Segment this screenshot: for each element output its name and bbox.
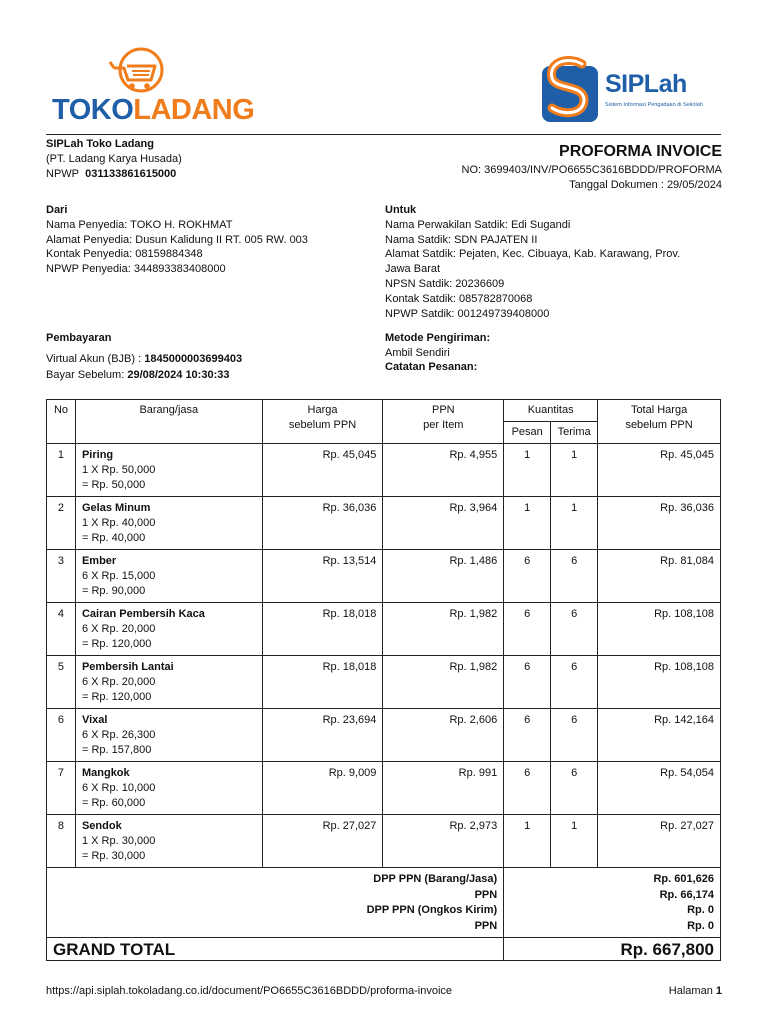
row-price: Rp. 36,036: [262, 497, 383, 550]
from-line: NPWP Penyedia: 344893383408000: [46, 263, 226, 275]
shipping-method: Ambil Sendiri: [385, 347, 450, 359]
invoice-number: NO: 3699403/INV/PO6655C3616BDDD/PROFORMA: [461, 164, 722, 176]
ppn-value: Rp. 66,174: [659, 888, 714, 901]
payment-heading: Pembayaran: [46, 332, 112, 344]
siplah-emblem-icon: [538, 54, 602, 124]
header-no: No: [47, 400, 76, 444]
row-qty-received: 6: [551, 550, 598, 603]
row-total: Rp. 108,108: [598, 656, 721, 709]
row-price: Rp. 13,514: [262, 550, 383, 603]
row-qty-order: 6: [504, 603, 551, 656]
row-price: Rp. 45,045: [262, 444, 383, 497]
row-number: 7: [47, 762, 76, 815]
row-price: Rp. 27,027: [262, 815, 383, 868]
row-item: [75, 550, 262, 603]
row-qty-received: 6: [551, 656, 598, 709]
item-calculation: 1 X Rp. 50,000: [81, 464, 156, 476]
siplah-wordmark: SIPLah: [605, 70, 687, 98]
row-item: [75, 603, 262, 656]
item-name: Pembersih Lantai: [81, 661, 174, 673]
row-number: 4: [47, 603, 76, 656]
row-qty-received: 6: [551, 709, 598, 762]
shipping-heading: Metode Pengiriman:: [385, 332, 491, 344]
item-subtotal: = Rp. 120,000: [81, 638, 152, 650]
header-price: [262, 400, 383, 444]
row-qty-order: 6: [504, 656, 551, 709]
to-line: Kontak Satdik: 085782870068: [385, 293, 533, 305]
header-quantity: Kuantitas: [504, 400, 598, 422]
item-subtotal: = Rp. 120,000: [81, 691, 152, 703]
item-calculation: 1 X Rp. 40,000: [81, 517, 156, 529]
dpp-shipping-label: DPP PPN (Ongkos Kirim): [366, 904, 498, 916]
row-price: Rp. 18,018: [262, 656, 383, 709]
payment-va-value: 1845000003699403: [144, 353, 243, 365]
row-qty-order: 6: [504, 550, 551, 603]
row-ppn: Rp. 2,606: [383, 709, 504, 762]
payment-due-label: Bayar Sebelum:: [46, 369, 128, 381]
header-total: [598, 400, 721, 444]
item-calculation: 6 X Rp. 20,000: [81, 676, 156, 688]
table-row: [47, 815, 721, 868]
item-name: Ember: [81, 555, 117, 567]
grand-total-label: GRAND TOTAL: [47, 938, 504, 961]
table-row: [47, 550, 721, 603]
payment-due-value: 29/08/2024 10:30:33: [127, 369, 230, 381]
payment-va-label: Virtual Akun (BJB) :: [46, 353, 145, 365]
totals-row: [47, 868, 721, 938]
row-total: Rp. 27,027: [598, 815, 721, 868]
header-total-line2: sebelum PPN: [625, 419, 693, 431]
ppn-shipping-label: PPN: [474, 919, 498, 932]
ppn-label: PPN: [474, 888, 498, 901]
order-notes-heading: Catatan Pesanan:: [385, 361, 478, 373]
header-ppn-line1: PPN: [431, 404, 455, 416]
row-number: 5: [47, 656, 76, 709]
row-ppn: Rp. 4,955: [383, 444, 504, 497]
row-qty-order: 6: [504, 709, 551, 762]
table-row: [47, 497, 721, 550]
tokoladang-logo: [52, 46, 255, 130]
header-qty-received: Terima: [551, 422, 598, 444]
header-ppn: [383, 400, 504, 444]
row-ppn: Rp. 3,964: [383, 497, 504, 550]
row-number: 6: [47, 709, 76, 762]
from-heading: Dari: [46, 204, 68, 216]
row-qty-received: 1: [551, 815, 598, 868]
table-row: [47, 656, 721, 709]
from-line: Nama Penyedia: TOKO H. ROKHMAT: [46, 219, 233, 231]
siplah-logo: [538, 54, 728, 130]
wordmark-ladang: LADANG: [133, 94, 255, 126]
row-number: 8: [47, 815, 76, 868]
page-number: [669, 985, 722, 997]
siplah-tagline: Sistem Informasi Pengadaan di Sekolah: [605, 102, 703, 108]
row-qty-received: 1: [551, 444, 598, 497]
row-qty-received: 6: [551, 603, 598, 656]
row-ppn: Rp. 1,982: [383, 656, 504, 709]
dpp-label: DPP PPN (Barang/Jasa): [373, 873, 498, 885]
totals-labels-cell: [47, 868, 504, 938]
to-line: Alamat Satdik: Pejaten, Kec. Cibuaya, Kab. Karawang, Prov.: [385, 248, 681, 260]
row-qty-order: 1: [504, 444, 551, 497]
to-line: NPWP Satdik: 001249739408000: [385, 308, 550, 320]
row-number: 2: [47, 497, 76, 550]
item-subtotal: = Rp. 90,000: [81, 585, 146, 597]
header-price-line2: sebelum PPN: [288, 419, 357, 431]
row-price: Rp. 18,018: [262, 603, 383, 656]
to-line: Nama Perwakilan Satdik: Edi Sugandi: [385, 219, 571, 231]
item-name: Vixal: [81, 714, 108, 726]
row-total: Rp. 108,108: [598, 603, 721, 656]
from-line: Alamat Penyedia: Dusun Kalidung II RT. 005 RW. 003: [46, 234, 308, 246]
header-qty-order: Pesan: [504, 422, 551, 444]
payment-due: [46, 368, 229, 383]
item-name: Sendok: [81, 820, 122, 832]
row-ppn: Rp. 1,982: [383, 603, 504, 656]
item-name: Mangkok: [81, 767, 130, 779]
invoice-title: PROFORMA INVOICE: [559, 143, 722, 160]
row-total: Rp. 142,164: [598, 709, 721, 762]
totals-values: [510, 872, 714, 934]
seller-npwp-value: 031133861615000: [85, 168, 177, 180]
row-item: [75, 815, 262, 868]
seller-company: (PT. Ladang Karya Husada): [46, 153, 182, 165]
invoice-date: Tanggal Dokumen : 29/05/2024: [569, 179, 722, 191]
item-subtotal: = Rp. 157,800: [81, 744, 152, 756]
page-value: 1: [715, 985, 722, 997]
grand-total-row: [47, 938, 721, 961]
row-total: Rp. 45,045: [598, 444, 721, 497]
row-item: [75, 497, 262, 550]
seller-npwp: [46, 167, 176, 182]
row-item: [75, 762, 262, 815]
header-ppn-line2: per Item: [423, 419, 464, 431]
totals-labels: [53, 872, 497, 934]
header-total-line1: Total Harga: [630, 404, 688, 416]
row-number: 1: [47, 444, 76, 497]
to-line: NPSN Satdik: 20236609: [385, 278, 505, 290]
row-total: Rp. 81,084: [598, 550, 721, 603]
row-qty-order: 1: [504, 815, 551, 868]
grand-total-value: Rp. 667,800: [504, 938, 721, 961]
row-price: Rp. 9,009: [262, 762, 383, 815]
row-qty-order: 1: [504, 497, 551, 550]
table-row: [47, 603, 721, 656]
item-calculation: 6 X Rp. 26,300: [81, 729, 156, 741]
item-calculation: 6 X Rp. 15,000: [81, 570, 156, 582]
items-table: [46, 399, 721, 961]
row-total: Rp. 36,036: [598, 497, 721, 550]
wordmark-toko: TOKO: [52, 94, 134, 126]
to-line: Jawa Barat: [385, 263, 441, 275]
tokoladang-wordmark: [52, 96, 254, 125]
header-price-line1: Harga: [307, 404, 338, 416]
header-divider: [46, 134, 721, 135]
header-item: Barang/jasa: [75, 400, 262, 444]
table-row: [47, 709, 721, 762]
dpp-value: Rp. 601,626: [653, 873, 714, 885]
page-label: Halaman: [668, 985, 716, 997]
item-subtotal: = Rp. 60,000: [81, 797, 146, 809]
item-name: Piring: [81, 449, 114, 461]
shopping-cart-icon: [102, 46, 172, 94]
item-subtotal: = Rp. 50,000: [81, 479, 146, 491]
row-item: [75, 709, 262, 762]
item-calculation: 1 X Rp. 30,000: [81, 835, 156, 847]
row-qty-received: 6: [551, 762, 598, 815]
seller-npwp-label: NPWP: [46, 168, 79, 180]
totals-values-cell: [504, 868, 721, 938]
item-calculation: 6 X Rp. 20,000: [81, 623, 156, 635]
document-url: https://api.siplah.tokoladang.co.id/document/PO6655C3616BDDD/proforma-invoice: [46, 985, 453, 997]
to-line: Nama Satdik: SDN PAJATEN II: [385, 234, 538, 246]
row-total: Rp. 54,054: [598, 762, 721, 815]
row-ppn: Rp. 1,486: [383, 550, 504, 603]
row-qty-order: 6: [504, 762, 551, 815]
ppn-shipping-value: Rp. 0: [687, 919, 714, 932]
row-ppn: Rp. 2,973: [383, 815, 504, 868]
table-row: [47, 762, 721, 815]
row-qty-received: 1: [551, 497, 598, 550]
item-calculation: 6 X Rp. 10,000: [81, 782, 156, 794]
row-item: [75, 444, 262, 497]
table-row: [47, 444, 721, 497]
item-subtotal: = Rp. 40,000: [81, 532, 146, 544]
to-heading: Untuk: [385, 204, 417, 216]
item-subtotal: = Rp. 30,000: [81, 850, 146, 862]
items-body: [47, 444, 721, 868]
row-number: 3: [47, 550, 76, 603]
row-price: Rp. 23,694: [262, 709, 383, 762]
item-name: Cairan Pembersih Kaca: [81, 608, 205, 620]
row-item: [75, 656, 262, 709]
table-header-row: [47, 400, 721, 422]
dpp-shipping-value: Rp. 0: [687, 904, 714, 916]
from-line: Kontak Penyedia: 08159884348: [46, 248, 203, 260]
row-ppn: Rp. 991: [383, 762, 504, 815]
seller-name: SIPLah Toko Ladang: [46, 138, 154, 150]
payment-va: [46, 352, 242, 367]
item-name: Gelas Minum: [81, 502, 151, 514]
